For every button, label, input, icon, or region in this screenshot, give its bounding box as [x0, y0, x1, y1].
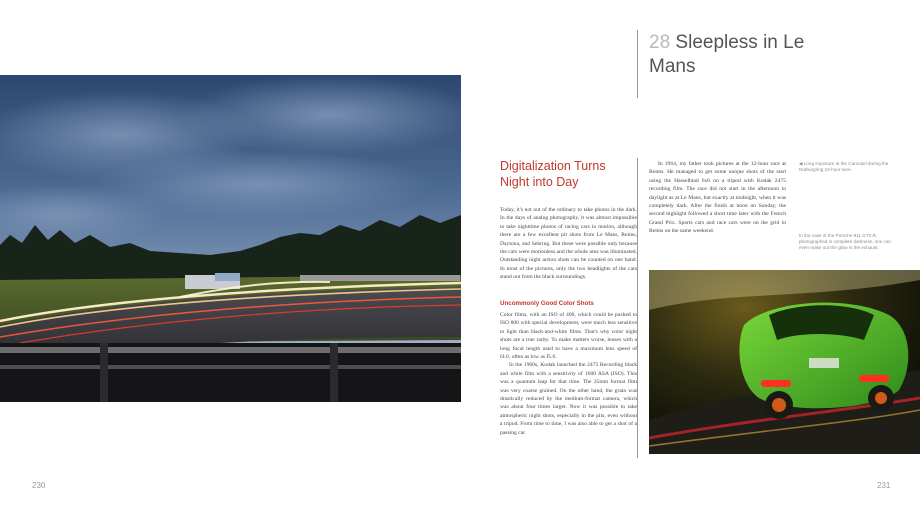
body-paragraph: In the 1960s, Kodak launched the 2475 Recording black and white film with a sensitivity of 1600 ASA (ISO). This was a quantum leap for that time. The 35mm format film was very coarse grained. On the other hand, the grain was drastically reduced by the medium-format camera, which was about four times larger. Now it was possible to take atmospheric night shots, especially in the pits, even without a tripod. From time to time, I was also able to get a shot of a passing car. — [500, 362, 637, 436]
subheading: Uncommonly Good Color Shots — [500, 300, 594, 307]
chapter-heading — [649, 31, 849, 79]
porsche-night-photo — [649, 270, 920, 454]
chapter-title: Sleepless in Le Mans — [649, 32, 805, 77]
body-column-left-bottom — [500, 311, 637, 437]
body-paragraph: Color films, with an ISO of 400, which could be pushed to ISO 800 with special development, were much less sensitive to light than black-and-white films. That's why color night shots are a true rarity. To make matters worse, lenses with a long focal length used to have a maximum lens speed of f4.0, often as low as f5.6. — [500, 312, 637, 361]
body-paragraph: Today, it's not out of the ordinary to take photos in the dark. In the days of analog photography, it was almost impossible to take nighttime photos of racing cars in motion, although there are a few excellent pit shots from Le Mans, Reims, Daytona, and Sebring. But these were possible only because the cars were motionless and the whole area was illuminated. Outstanding night action shots can be counted on one hand. In most of the pictures, only the two headlights of the cars stand out from the black surroundings. — [500, 207, 638, 281]
page-number-left: 230 — [32, 481, 46, 490]
track-photo-image — [0, 75, 461, 402]
track-long-exposure-photo — [0, 75, 461, 402]
page-number-right: 231 — [877, 481, 891, 490]
photo-caption-right-image: In the case of the Porsche 911 GT3 R, photographed in complete darkness, one can even make out the glow in the exhaust. — [799, 233, 891, 250]
body-column-left-top — [500, 206, 637, 282]
column-divider-line — [637, 158, 638, 458]
photo-caption-left-image: ◀ Long exposure at the Carousel during the Nürburgring 24-hour race. — [799, 161, 889, 172]
body-paragraph: In 1964, my father took pictures at the 12-hour race at Reims. He managed to get some unique shots of the start using the Hasselblad 6x6 on a tripod with Kodak 2475 recording film. The race did not start in the afternoon in daylight as at Le Mans, but exactly at midnight, when it was completely dark. After the finish at noon on Sunday, the second highlight followed a short time later with the French Grand Prix. Sports cars and race cars were on the grid in Reims on the same weekend. — [649, 161, 786, 235]
chapter-number: 28 — [649, 32, 671, 53]
chapter-divider-line — [637, 30, 638, 98]
section-title: Digitalization Turns Night into Day — [500, 159, 606, 189]
porsche-photo-image — [649, 270, 920, 454]
body-column-right — [649, 160, 786, 236]
